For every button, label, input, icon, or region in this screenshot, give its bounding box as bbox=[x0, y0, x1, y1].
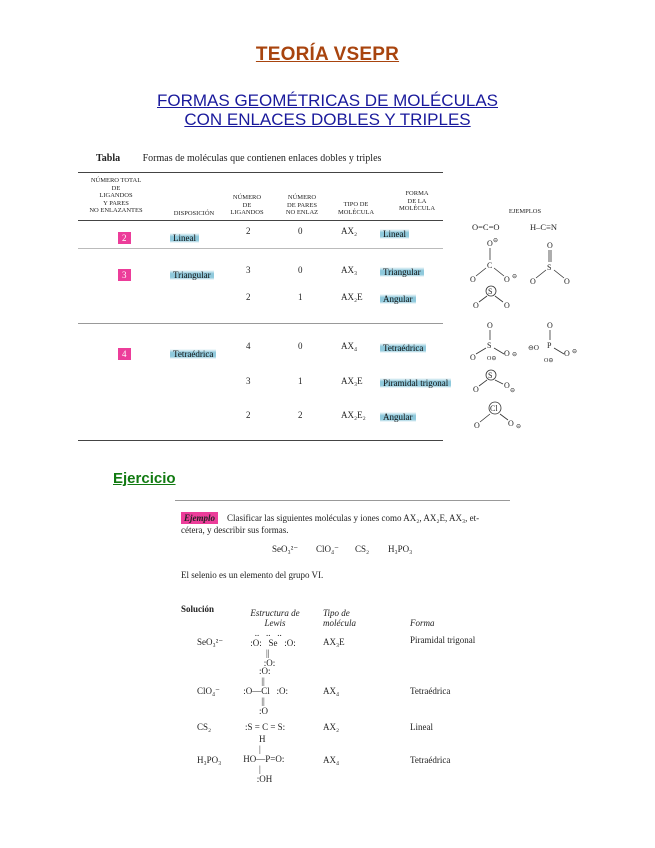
header-total-line: NO ENLAZANTES bbox=[89, 207, 143, 214]
cell-tipo: AX₂E₂ bbox=[341, 410, 366, 420]
svg-text:O: O bbox=[564, 277, 570, 286]
subtitle-line2: CON ENLACES DOBLES Y TRIPLES bbox=[184, 110, 471, 129]
group-disposicion bbox=[170, 265, 214, 283]
sulfur-dioxide-icon bbox=[473, 286, 510, 310]
prompt-line1: Clasificar las siguientes moléculas y iones como AX₂, AX₂E, AX₃, et- bbox=[227, 513, 480, 523]
cell-pares: 0 bbox=[298, 265, 303, 275]
sulfate-icon bbox=[470, 321, 517, 362]
header-ejemplos: EJEMPLOS bbox=[508, 208, 542, 215]
svg-text:O: O bbox=[547, 321, 553, 330]
svg-text:⊖O: ⊖O bbox=[528, 344, 539, 352]
cell-ligandos: 2 bbox=[246, 410, 251, 420]
group-total-value: 2 bbox=[118, 232, 131, 244]
cell-pares: 0 bbox=[298, 341, 303, 351]
chlorite-icon bbox=[474, 402, 521, 430]
phosphate-icon bbox=[528, 321, 577, 364]
cell-tipo: AX₂E bbox=[341, 292, 363, 302]
solution-label: Solución bbox=[181, 604, 215, 614]
svg-text:S: S bbox=[547, 263, 552, 272]
cell-forma-value: Triangular bbox=[380, 267, 424, 277]
species-2: ClO₄⁻ bbox=[316, 544, 339, 554]
svg-text:S: S bbox=[488, 287, 493, 296]
group-total bbox=[118, 344, 131, 362]
sulfur-trioxide-icon bbox=[530, 241, 570, 286]
cell-forma-value: Angular bbox=[380, 294, 416, 304]
header-pares-line: NO ENLAZ bbox=[285, 209, 319, 216]
svg-text:O: O bbox=[508, 419, 514, 428]
ejemplo-label: Ejemplo bbox=[181, 512, 218, 524]
cell-tipo: AX₃E bbox=[341, 376, 363, 386]
cell-pares: 1 bbox=[298, 376, 303, 386]
header-pares-line: NÚMERO bbox=[287, 194, 317, 201]
cell-ligandos: 3 bbox=[246, 265, 251, 275]
header-tipo bbox=[332, 201, 380, 216]
table-caption-text: Formas de moléculas que contienen enlaces dobles y triples bbox=[142, 153, 382, 164]
header-pares bbox=[278, 194, 326, 217]
header-pares-line: DE PARES bbox=[287, 201, 317, 209]
svg-text:O: O bbox=[504, 301, 510, 310]
header-ligandos-line: LIGANDOS bbox=[230, 209, 264, 216]
cell-ligandos: 2 bbox=[246, 292, 251, 302]
group-disposicion bbox=[170, 228, 199, 246]
svg-text:O: O bbox=[504, 349, 510, 358]
selenium-note: El selenio es un elemento del grupo VI. bbox=[181, 570, 324, 580]
solution-tipo: AX₃E bbox=[323, 637, 345, 647]
molecule-examples-drawing bbox=[462, 236, 582, 436]
col-tipo-line: Tipo de bbox=[323, 608, 350, 618]
cell-forma-value: Tetraédrica bbox=[380, 343, 426, 353]
sulfite-icon bbox=[473, 370, 515, 394]
svg-text:S: S bbox=[488, 371, 493, 380]
ejercicio-heading: Ejercicio bbox=[113, 470, 176, 487]
lewis-clo4-icon: :O: || :O—Cl :O: || :O bbox=[243, 666, 289, 716]
svg-text:O⊖: O⊖ bbox=[487, 356, 497, 362]
group-total-value: 3 bbox=[118, 269, 131, 281]
svg-text:O: O bbox=[530, 277, 536, 286]
lewis-seo3-icon: .. .. .. :O: Se :O: || :O: bbox=[250, 628, 296, 668]
group-disposicion-value: Triangular bbox=[170, 270, 214, 280]
solution-forma: Lineal bbox=[410, 722, 433, 732]
header-forma-line: FORMA bbox=[405, 190, 429, 197]
svg-text:⊖: ⊖ bbox=[512, 274, 518, 280]
col-forma: Forma bbox=[410, 618, 435, 628]
cell-forma bbox=[380, 338, 426, 356]
exercise-prompt bbox=[181, 512, 506, 536]
svg-text:O: O bbox=[473, 301, 479, 310]
species-1: SeO₃²⁻ bbox=[272, 544, 299, 554]
svg-text:⊖: ⊖ bbox=[510, 388, 516, 394]
table-caption bbox=[96, 153, 381, 164]
svg-text:O: O bbox=[474, 421, 480, 430]
svg-text:O: O bbox=[470, 275, 476, 284]
header-forma-line: MOLÉCULA bbox=[398, 205, 436, 212]
exercise-sheet bbox=[175, 500, 510, 782]
header-total-line: Y PARES bbox=[103, 199, 129, 207]
svg-text:O: O bbox=[487, 239, 493, 248]
cell-forma-value: Piramidal trigonal bbox=[380, 378, 451, 388]
cell-ligandos: 3 bbox=[246, 376, 251, 386]
col-estructura-line: Lewis bbox=[264, 618, 286, 628]
species-4: H₃PO₃ bbox=[388, 544, 413, 554]
header-total-line: NÚMERO TOTAL bbox=[90, 177, 142, 184]
cell-tipo: AX₄ bbox=[341, 341, 358, 351]
svg-text:O: O bbox=[564, 349, 570, 358]
svg-text:Cl: Cl bbox=[490, 404, 498, 413]
cell-ligandos: 2 bbox=[246, 226, 251, 236]
solution-species: SeO₃²⁻ bbox=[197, 637, 224, 647]
header-tipo-line: MOLÉCULA bbox=[337, 208, 375, 216]
cell-ligandos: 4 bbox=[246, 341, 251, 351]
svg-text:O: O bbox=[487, 321, 493, 330]
carbonate-icon bbox=[470, 238, 517, 284]
cell-pares: 0 bbox=[298, 226, 303, 236]
table-top-rule bbox=[78, 172, 443, 173]
lewis-cs2-icon: :S = C = S: bbox=[245, 722, 286, 732]
cell-forma bbox=[380, 289, 416, 307]
svg-text:⊖: ⊖ bbox=[493, 238, 499, 244]
svg-text:P: P bbox=[547, 341, 552, 350]
svg-text:O: O bbox=[473, 385, 479, 394]
prompt-line2: cétera, y describir sus formas. bbox=[181, 525, 289, 535]
header-ligandos bbox=[226, 194, 268, 217]
header-ligandos-line: DE bbox=[242, 201, 252, 209]
group-total-value: 4 bbox=[118, 348, 131, 360]
solution-species: H₃PO₃ bbox=[197, 755, 222, 765]
group-disposicion bbox=[170, 344, 216, 362]
header-forma-line: DE LA bbox=[407, 197, 427, 205]
table-header-rule bbox=[78, 220, 443, 221]
group-total bbox=[118, 228, 131, 246]
svg-text:C: C bbox=[487, 261, 493, 270]
col-tipo-line: molécula bbox=[323, 618, 356, 628]
header-tipo-line: TIPO DE bbox=[343, 201, 369, 208]
table-row-rule bbox=[78, 248, 443, 249]
cell-forma-value: Lineal bbox=[380, 229, 409, 239]
sheet-top-rule bbox=[175, 500, 510, 501]
header-forma bbox=[392, 190, 442, 213]
solution-species: CS₂ bbox=[197, 722, 212, 732]
svg-text:S: S bbox=[487, 341, 492, 350]
svg-text:⊖: ⊖ bbox=[512, 352, 518, 358]
svg-text:O: O bbox=[504, 381, 510, 390]
table-row-rule bbox=[78, 323, 443, 324]
cell-pares: 1 bbox=[298, 292, 303, 302]
cell-tipo: AX₃ bbox=[341, 265, 358, 275]
cell-tipo: AX₂ bbox=[341, 226, 358, 236]
page-title: TEORÍA VSEPR bbox=[255, 44, 400, 65]
table-bottom-rule bbox=[78, 440, 443, 441]
col-estructura-line: Estructura de bbox=[250, 608, 300, 618]
header-total bbox=[86, 177, 146, 215]
group-disposicion-value: Lineal bbox=[170, 233, 199, 243]
header-disposicion: DISPOSICIÓN bbox=[173, 210, 215, 217]
header-ligandos-line: NÚMERO bbox=[232, 194, 262, 201]
example-co2: O=C=O bbox=[472, 222, 500, 232]
col-tipo bbox=[323, 608, 356, 628]
svg-text:O: O bbox=[547, 241, 553, 250]
svg-text:⊖: ⊖ bbox=[516, 424, 522, 430]
example-hcn: H–C≡N bbox=[530, 222, 557, 232]
svg-text:O: O bbox=[470, 353, 476, 362]
solution-tipo: AX₄ bbox=[323, 686, 340, 696]
subtitle-line1: FORMAS GEOMÉTRICAS DE MOLÉCULAS bbox=[157, 91, 498, 110]
svg-text:O: O bbox=[504, 275, 510, 284]
solution-tipo: AX₄ bbox=[323, 755, 340, 765]
svg-text:O⊖: O⊖ bbox=[544, 358, 554, 364]
cell-forma bbox=[380, 224, 409, 242]
solution-forma: Piramidal trigonal bbox=[410, 635, 476, 645]
solution-forma: Tetraédrica bbox=[410, 755, 451, 765]
cell-forma bbox=[380, 407, 416, 425]
cell-pares: 2 bbox=[298, 410, 303, 420]
header-total-line: LIGANDOS bbox=[99, 192, 133, 199]
cell-forma bbox=[380, 262, 424, 280]
col-estructura bbox=[245, 608, 305, 628]
svg-text:⊖: ⊖ bbox=[572, 349, 578, 355]
solution-forma: Tetraédrica bbox=[410, 686, 451, 696]
lewis-h3po3-icon: H | HO—P=O: | :OH bbox=[243, 734, 285, 784]
table-label: Tabla bbox=[96, 153, 121, 164]
header-total-line: DE bbox=[111, 184, 121, 192]
species-3: CS₂ bbox=[355, 544, 370, 554]
cell-forma-value: Angular bbox=[380, 412, 416, 422]
group-disposicion-value: Tetraédrica bbox=[170, 349, 216, 359]
solution-tipo: AX₂ bbox=[323, 722, 340, 732]
solution-species: ClO₄⁻ bbox=[197, 686, 220, 696]
cell-forma bbox=[380, 373, 451, 391]
group-total bbox=[118, 265, 131, 283]
